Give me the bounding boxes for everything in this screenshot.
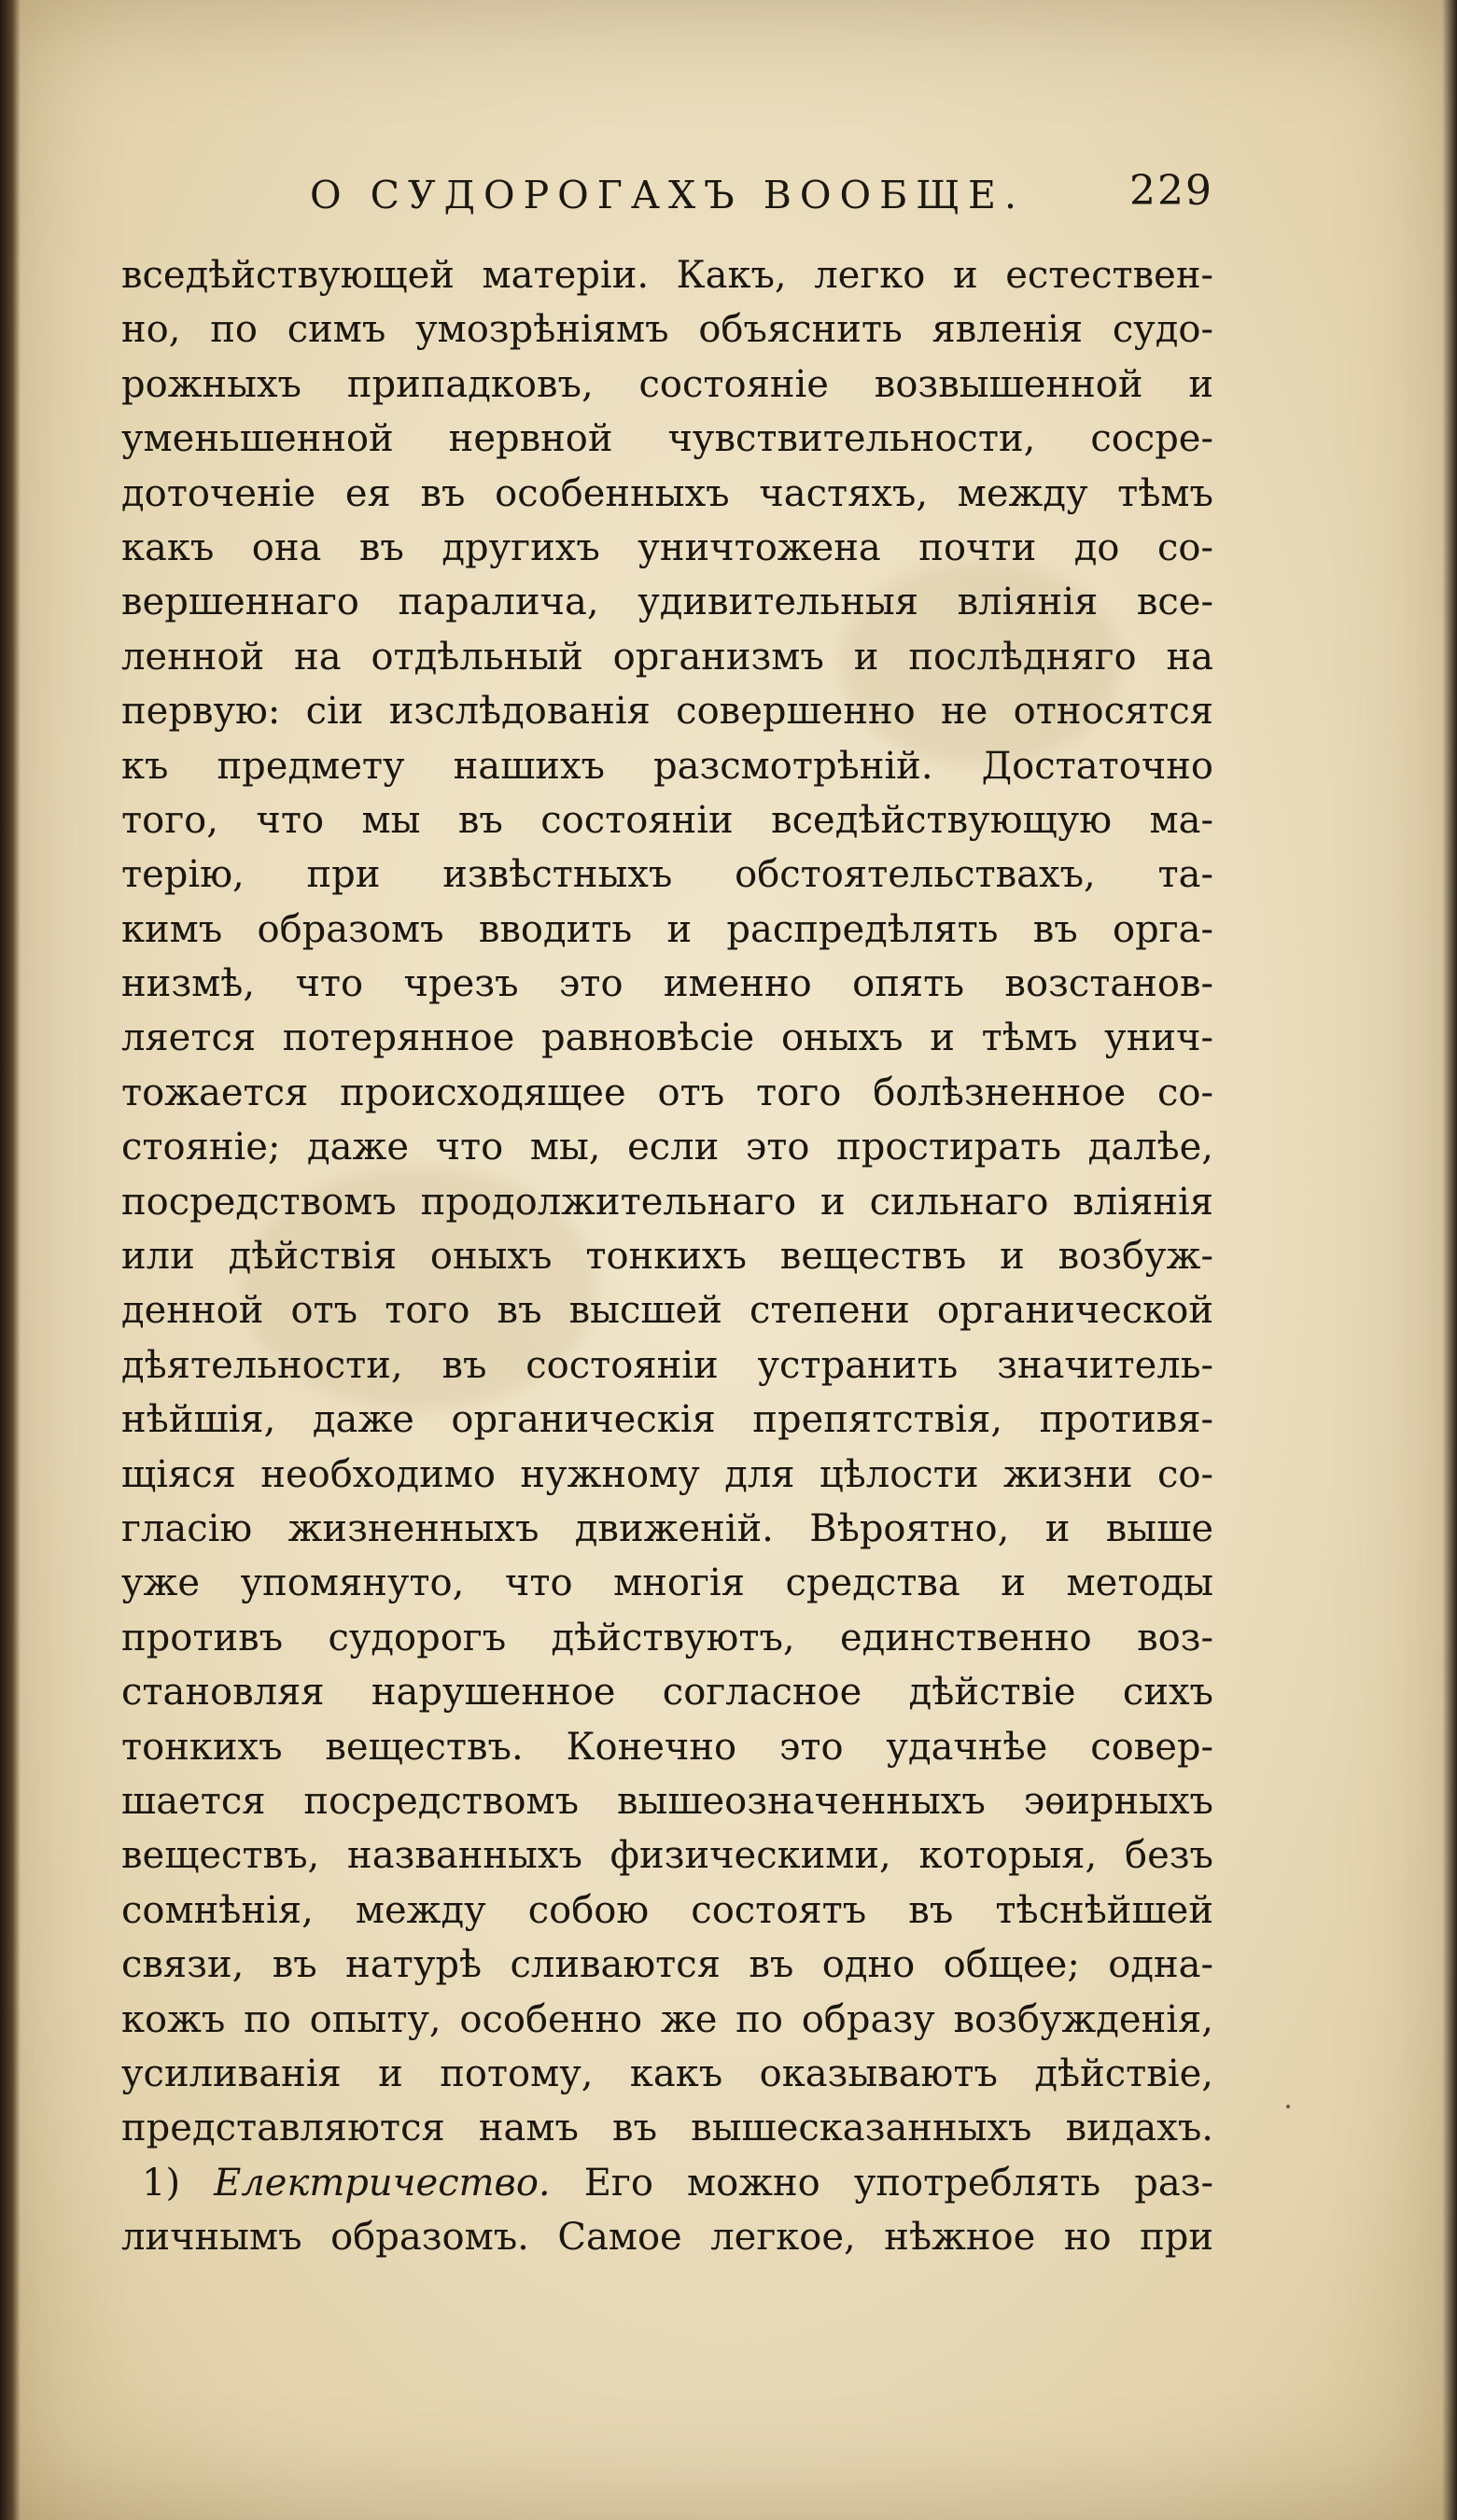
text-line: но, по симъ умозрѣніямъ объяснить явленія судо- xyxy=(121,308,1213,352)
text-line: вершеннаго паралича, удивительныя вліянія все- xyxy=(121,581,1213,624)
text-line: того, что мы въ состояніи вседѣйствующую ма- xyxy=(121,798,1213,842)
page-header xyxy=(121,167,1213,229)
text-line: къ предмету нашихъ разсмотрѣній. Достаточно xyxy=(121,744,1213,788)
text-line: ляется потерянное равновѣсіе оныхъ и тѣмъ унич- xyxy=(121,1016,1213,1060)
text-line: усиливанія и потому, какъ оказываютъ дѣйствіе, xyxy=(121,2051,1213,2095)
text-line: вседѣйствующей матеріи. Какъ, легко и естествен- xyxy=(121,254,1213,297)
text-line: представляются намъ въ вышесказанныхъ видахъ. xyxy=(121,2107,1213,2150)
text-line: уменьшенной нервной чувствительности, сосре- xyxy=(121,417,1213,461)
text-line: ленной на отдѣльный организмъ и послѣдняго на xyxy=(121,635,1213,679)
item-label: Електричество. xyxy=(214,2161,551,2205)
text-line: нѣйшія, даже органическія препятствія, противя- xyxy=(121,1398,1213,1442)
text-line: веществъ, названныхъ физическими, которыя, безъ xyxy=(121,1834,1213,1878)
text-line: становляя нарушенное согласное дѣйствіе сихъ xyxy=(121,1671,1213,1715)
text-line: щіяся необходимо нужному для цѣлости жизни со- xyxy=(121,1452,1213,1496)
text-line: тонкихъ веществъ. Конечно это удачнѣе совер- xyxy=(121,1725,1213,1769)
speck xyxy=(1286,2105,1290,2108)
text-line: дѣятельности, въ состояніи устранить значитель- xyxy=(121,1343,1213,1387)
text-line: первую: сіи изслѣдованія совершенно не относятся xyxy=(121,690,1213,734)
item-number: 1) xyxy=(142,2161,181,2205)
page-edge-right xyxy=(1442,0,1457,2520)
running-title: О СУДОРОГАХЪ ВООБЩЕ. xyxy=(309,173,1025,217)
page-number: 229 xyxy=(1129,167,1213,215)
text-line: уже упомянуто, что многія средства и методы xyxy=(121,1561,1213,1605)
text-line: стояніе; даже что мы, если это простирать далѣе, xyxy=(121,1126,1213,1169)
text-line: тожается происходящее отъ того болѣзненное со- xyxy=(121,1071,1213,1114)
item-text: Его можно употреблять раз- xyxy=(583,2161,1213,2205)
text-line: какъ она въ другихъ уничтожена почти до со- xyxy=(121,525,1213,569)
text-line: шается посредствомъ вышеозначенныхъ эѳирныхъ xyxy=(121,1779,1213,1823)
text-line: терію, при извѣстныхъ обстоятельствахъ, та- xyxy=(121,853,1213,897)
body-text xyxy=(121,248,1213,2264)
text-line: сомнѣнія, между собою состоятъ въ тѣснѣйшей xyxy=(121,1888,1213,1932)
text-line: гласію жизненныхъ движеній. Вѣроятно, и выше xyxy=(121,1506,1213,1550)
text-line: личнымъ образомъ. Самое легкое, нѣжное но при xyxy=(121,2216,1213,2260)
text-line: или дѣйствія оныхъ тонкихъ веществъ и возбуж- xyxy=(121,1235,1213,1279)
text-line: связи, въ натурѣ сливаются въ одно общее; одна- xyxy=(121,1943,1213,1987)
text-line: противъ судорогъ дѣйствуютъ, единственно воз- xyxy=(121,1616,1213,1659)
text-line: доточеніе ея въ особенныхъ частяхъ, между тѣмъ xyxy=(121,471,1213,515)
text-line: рожныхъ припадковъ, состояніе возвышенной и xyxy=(121,362,1213,406)
text-line: кимъ образомъ вводить и распредѣлять въ орга- xyxy=(121,907,1213,951)
text-line: посредствомъ продолжительнаго и сильнаго вліянія xyxy=(121,1180,1213,1224)
list-item-line xyxy=(121,2156,1213,2210)
text-line: низмѣ, что чрезъ это именно опять возстанов- xyxy=(121,962,1213,1006)
binding-edge-left xyxy=(0,0,21,2520)
text-line: кожъ по опыту, особенно же по образу возбужденія, xyxy=(121,1997,1213,2041)
text-line: денной отъ того въ высшей степени органической xyxy=(121,1289,1213,1333)
